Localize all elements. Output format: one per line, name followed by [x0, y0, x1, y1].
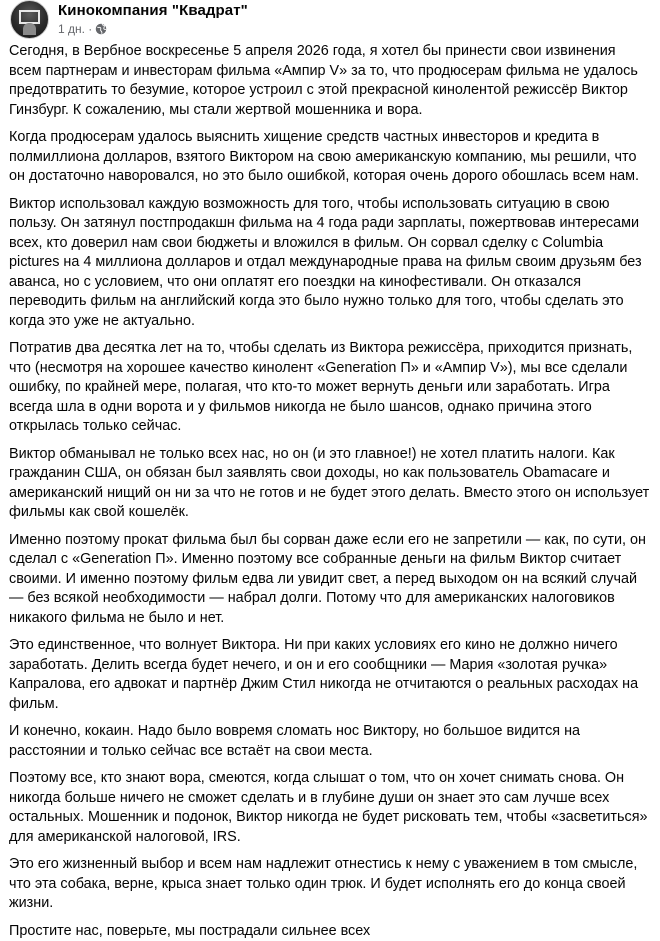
post-meta	[58, 22, 107, 36]
post-paragraph-7: Это единственное, что волнует Виктора. Ни при каких условиях его кино не должно ничего заработать. Делить всегда будет нечего, и он и его сообщники — Мария «золотая ручка» Капралова, его адвокат и партнёр Джим Стил никогда не отчитаются о реальных расходах на фильм.	[9, 636, 650, 714]
post-paragraph-5: Виктор обманывал не только всех нас, но он (и это главное!) не хотел платить налоги. Как гражданин США, он обязан был заявлять свои доходы, но как пользователь Obamacare и американский нищий он ни за что не готов и не будет этого делать. Вместо этого он использует фильмы как свой кошелёк.	[9, 445, 650, 523]
post-paragraph-11: Простите нас, поверьте, мы пострадали сильнее всех	[9, 922, 650, 941]
post-paragraph-4: Потратив два десятка лет на то, чтобы сделать из Виктора режиссёра, приходится признать, что (несмотря на хорошее качество кинолент «Generation П» и «Ампир V»), мы все сделали ошибку, по крайней мере, полагая, что кто-то может вернуть деньги или заработать. Игра всегда шла в одни ворота и у фильмов никогда не было шансов, однако причина этого открылась только сейчас.	[9, 339, 650, 437]
timestamp[interactable]: 1 дн. ·	[58, 22, 92, 36]
post-paragraph-2: Когда продюсерам удалось выяснить хищение средств частных инвесторов и кредита в полмиллиона долларов, взятого Виктором на свою американскую компанию, мы решили, что он достаточно наворовался, но это было ошибкой, которая очень дорого обошлась всем нам.	[9, 128, 650, 187]
post-paragraph-9: Поэтому все, кто знают вора, смеются, когда слышат о том, что он хочет снимать снова. Он никогда больше ничего не сможет сделать и в глубине души он знает это сам лучше всех остальных. Мошенник и подонок, Виктор никогда не будет рисковать тем, чтобы «засветиться» для американской налоговой, IRS.	[9, 769, 650, 847]
post-header	[9, 0, 650, 38]
post-paragraph-8: И конечно, кокаин. Надо было вовремя сломать нос Виктору, но большое видится на расстоянии и только сейчас все встаёт на свои места.	[9, 722, 650, 761]
globe-icon	[95, 23, 107, 35]
avatar[interactable]	[10, 0, 49, 39]
post-paragraph-10: Это его жизненный выбор и всем нам надлежит отнестись к нему с уважением в том смысле, что эта собака, верне, крыса знает только один трюк. И будет исполнять его до конца своей жизни.	[9, 855, 650, 914]
person-icon	[23, 23, 36, 35]
post-body	[9, 42, 650, 941]
frame-icon	[19, 10, 40, 24]
post-paragraph-6: Именно поэтому прокат фильма был бы сорван даже если его не запретили — как, по сути, он сделал с «Generation П». Именно поэтому все собранные деньги на фильм Виктор считает своими. И именно поэтому фильм едва ли увидит свет, а перед выходом он на всякий случай — без всякой необходимости — набрал долги. Потому что для американских налоговиков никакого фильма не было и нет.	[9, 531, 650, 629]
post-paragraph-3: Виктор использовал каждую возможность для того, чтобы использовать ситуацию в свою пользу. Он затянул постпродакшн фильма на 4 года ради зарплаты, пожертвовав интересами всех, кто доверил нам свои бюджеты и вложился в фильм. Он сорвал сделку с Columbia pictures на 4 миллиона долларов и отдал международные права на фильм своим друзьям без аванса, но с условием, что они оплатят его поездки на кинофестивали. Он отказался переводить фильм на английский когда это было нужно только для того, чтобы сделать это когда это уже не актуально.	[9, 195, 650, 332]
page-name[interactable]: Кинокомпания "Квадрат"	[58, 2, 248, 20]
post-paragraph-1: Сегодня, в Вербное воскресенье 5 апреля 2026 года, я хотел бы принести свои извинения всем партнерам и инвесторам фильма «Ампир V» за то, что продюсерам фильма не удалось предотвратить то безумие, которое устроил с этой прекрасной кинолентой режиссёр Виктор Гинзбург. К сожалению, мы стали жертвой мошенника и вора.	[9, 42, 650, 120]
